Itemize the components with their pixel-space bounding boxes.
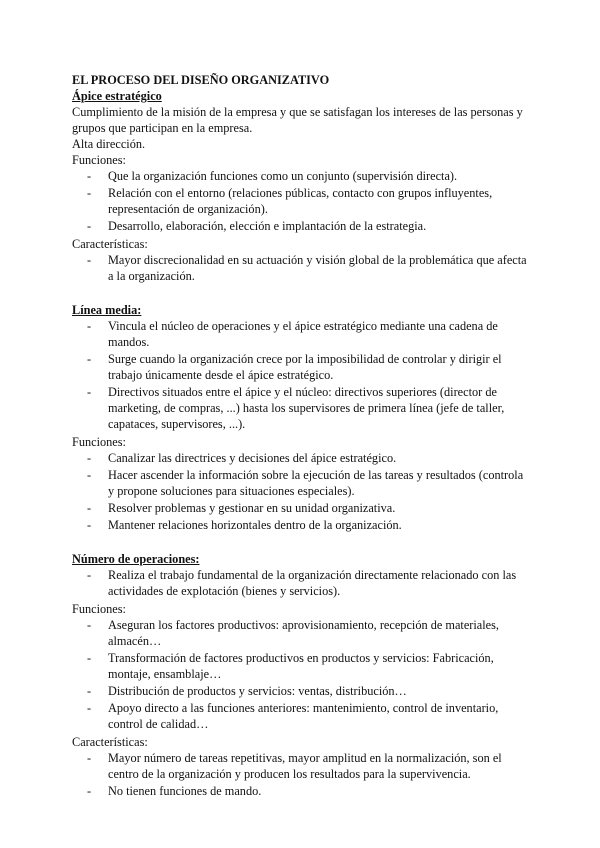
- section-spacer: [72, 286, 532, 302]
- list-item: - Que la organización funciones como un conjunto (supervisión directa).: [72, 168, 532, 184]
- list-item: - Vincula el núcleo de operaciones y el ápice estratégico mediante una cadena de mandos.: [72, 318, 532, 350]
- section-linea-media: [72, 302, 532, 533]
- numero-items-list: [72, 567, 532, 599]
- section-heading-numero-operaciones: Número de operaciones:: [72, 552, 200, 566]
- list-item: - Hacer ascender la información sobre la ejecución de las tareas y resultados (controla y propone soluciones para situaciones especiales).: [72, 467, 532, 499]
- list-item: - Apoyo directo a las funciones anteriores: mantenimiento, control de inventario, control de calidad…: [72, 700, 532, 732]
- apice-caracteristicas-list: [72, 252, 532, 284]
- list-item: - Relación con el entorno (relaciones públicas, contacto con grupos influyentes, representación de organización).: [72, 185, 532, 217]
- numero-funciones-label: Funciones:: [72, 602, 126, 616]
- numero-caracteristicas-label: Características:: [72, 735, 148, 749]
- section-heading-linea-media: Línea media:: [72, 303, 142, 317]
- section-numero-operaciones: [72, 551, 532, 799]
- list-item: - Mayor discrecionalidad en su actuación y visión global de la problemática que afecta a la organización.: [72, 252, 532, 284]
- list-item: - Desarrollo, elaboración, elección e implantación de la estrategia.: [72, 218, 532, 234]
- list-item: - Mayor número de tareas repetitivas, mayor amplitud en la normalización, son el centro de la organización y producen los resultados para la supervivencia.: [72, 750, 532, 782]
- list-item: - Surge cuando la organización crece por la imposibilidad de controlar y dirigir el trabajo únicamente desde el ápice estratégico.: [72, 351, 532, 383]
- list-item: - Canalizar las directrices y decisiones del ápice estratégico.: [72, 450, 532, 466]
- numero-funciones-list: [72, 617, 532, 732]
- section-apice: [72, 88, 532, 284]
- document-content: [72, 72, 532, 801]
- numero-caracteristicas-list: [72, 750, 532, 799]
- linea-items-list: [72, 318, 532, 432]
- section-heading-apice: Ápice estratégico: [72, 89, 162, 103]
- apice-role: Alta dirección.: [72, 137, 146, 151]
- apice-funciones-list: [72, 168, 532, 234]
- list-item: - Realiza el trabajo fundamental de la organización directamente relacionado con las actividades de explotación (bienes y servicios).: [72, 567, 532, 599]
- list-item: - Directivos situados entre el ápice y el núcleo: directivos superiores (director de marketing, de compras, ...) hasta los supervisores de primera línea (jefe de taller, capataces, supervisores, ...).: [72, 384, 532, 432]
- list-item: - Distribución de productos y servicios: ventas, distribución…: [72, 683, 532, 699]
- list-item: - No tienen funciones de mando.: [72, 783, 532, 799]
- linea-funciones-label: Funciones:: [72, 435, 126, 449]
- apice-caracteristicas-label: Características:: [72, 237, 148, 251]
- section-spacer: [72, 535, 532, 551]
- apice-description: Cumplimiento de la misión de la empresa y que se satisfagan los intereses de las personas y grupos que participan en la empresa.: [72, 105, 523, 135]
- list-item: - Transformación de factores productivos en productos y servicios: Fabricación, montaje, ensamblaje…: [72, 650, 532, 682]
- list-item: - Mantener relaciones horizontales dentro de la organización.: [72, 517, 532, 533]
- linea-funciones-list: [72, 450, 532, 533]
- document-title: EL PROCESO DEL DISEÑO ORGANIZATIVO: [72, 73, 330, 87]
- list-item: - Resolver problemas y gestionar en su unidad organizativa.: [72, 500, 532, 516]
- apice-funciones-label: Funciones:: [72, 153, 126, 167]
- list-item: - Aseguran los factores productivos: aprovisionamiento, recepción de materiales, almacén…: [72, 617, 532, 649]
